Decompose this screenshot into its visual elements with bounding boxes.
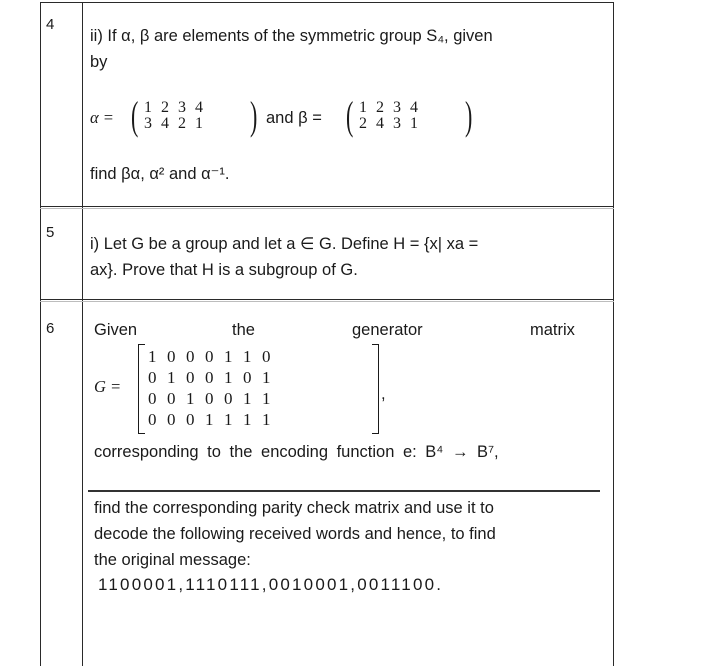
question-6-find-1: find the corresponding parity check matrix and use it to [94,499,494,517]
question-number: 6 [46,320,55,337]
question-4-intro: ii) If α, β are elements of the symmetric group S₄, given [90,27,493,45]
matrix-row: 1 0 0 0 1 1 0 [148,347,271,366]
alpha-bottom-row: 3 4 2 1 [144,115,203,132]
question-5-line-1: i) Let G be a group and let a ∈ G. Define H = {x| xa = [90,235,479,253]
column-divider [82,2,83,666]
question-number: 5 [46,224,55,241]
alpha-left-paren: ( [130,93,139,138]
alpha-right-paren: ) [249,93,258,138]
beta-right-paren: ) [464,93,473,138]
question-6-find-2: decode the following received words and hence, to find [94,525,496,543]
matrix-left-bracket [138,344,145,434]
beta-bottom-row: 2 4 3 1 [359,115,418,132]
question-6-corresponding: corresponding to the encoding function e: B⁴ → B⁷, [94,443,499,461]
alpha-label: α = [90,108,114,127]
question-table [40,2,614,666]
given-word: Given [94,321,138,339]
alpha-permutation [144,100,203,132]
matrix-trailing-comma: , [381,385,386,403]
question-6-find-3: the original message: [94,551,251,569]
question-4-by: by [90,53,108,71]
received-words: 1100001,1110111,0010001,0011100. [98,575,444,594]
table-top-border [40,2,614,3]
matrix-row: 0 1 0 0 1 0 1 [148,368,271,387]
row-divider-4-5 [40,206,614,207]
and-beta-label: and β = [266,109,322,127]
matrix-word: matrix [530,321,575,339]
row-divider-5-6 [40,299,614,300]
alpha-top-row: 1 2 3 4 [144,99,203,116]
matrix-row: 0 0 0 1 1 1 1 [148,410,271,429]
inner-divider [88,490,600,492]
g-label: G = [94,377,122,396]
question-5-line-2: ax}. Prove that H is a subgroup of G. [90,261,358,279]
question-4-find: find βα, α² and α⁻¹. [90,165,230,183]
beta-left-paren: ( [345,93,354,138]
table-right-border [613,2,614,666]
question-number: 4 [46,16,55,33]
table-left-border [40,2,41,666]
matrix-row: 0 0 1 0 0 1 1 [148,389,271,408]
matrix-right-bracket [372,344,379,434]
the-word: the [232,321,255,339]
generator-word: generator [352,321,423,339]
beta-top-row: 1 2 3 4 [359,99,418,116]
beta-permutation [359,100,418,132]
generator-matrix [148,346,270,430]
